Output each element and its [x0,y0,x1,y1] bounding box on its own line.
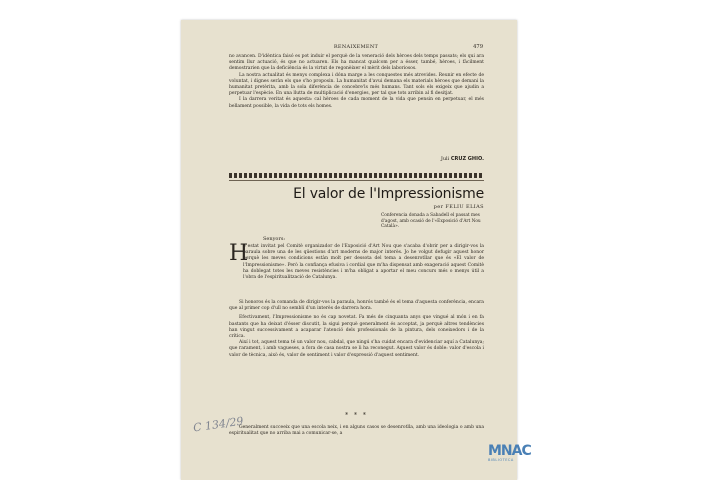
signature-first: Juli [440,156,450,162]
author-signature [229,156,484,162]
paragraph: Generalment succeeix que una escola neix, i en alguns casos se desenrotlla, amb una ideologia o amb una espiritualitat que no arriba mai a comunicar-se, a [229,425,484,437]
running-title: RENAIXEMENT [333,44,379,50]
paragraph: Així i tot, aquest tema té un valor nou, cabdal, que ningú s'ha cuidat encara d'evidenciar aquí a Catalunya; que rarament, i amb vagueses, a fora de casa nostra se li ha reconegut. Aquest valor és doble: valor d'escola i valor de tècnica, això és, valor de sentiment i valor d'expressió d'aquest sentiment. [229,340,484,358]
article-note: Conferencia donada a Sabadell el passat mes d'agost, amb ocasió de l'«Exposició d'Art Nou Català». [381,213,481,230]
article-closing-text [229,425,484,437]
article-first-paragraph [243,244,484,281]
section-break: * * * [345,412,368,419]
paragraph: I la darrera veritat és aquesta: cal hèroes de cada moment de la vida que pensin en perpetuar, el més bellament possible, la vida de tots els homes. [229,97,484,109]
article-byline: per FELIU ELIAS [433,204,484,210]
article-title: El valor de l'Impressionisme [293,186,484,202]
salutation: Senyors: [263,236,286,242]
running-header [229,44,483,54]
logo-subtitle: BIBLIOTECA [488,458,514,462]
magazine-page [181,20,517,480]
previous-article-text [229,54,484,110]
library-logo [488,444,531,462]
paragraph: no avancen. D'idèntica faisó es pot induir el perquè de la veneració dels hèroes dels temps passats; els qui ara sentim llur actuació, és que no actuaren. Els ha mancat qualcom per a ésser, també, hèroes, i fàcilment demostrarien que la deficiència és la virtut de regonèixer el mèrit dels laboriosos. [229,54,484,72]
divider-line [229,180,484,181]
signature-last: CRUZ GHIO. [450,156,484,162]
page-number: 479 [473,44,483,50]
paragraph: Si honoros és la comanda de dirigir-vos la paraula, honrós també és el tema d'aquesta conferència, encara que al primer cop d'ull no semblí d'un interès de darrera hora. [229,300,484,312]
ornamental-divider [229,173,484,178]
drop-cap: H [229,241,249,266]
paragraph: Efectivament, l'Impressionisme no és cap novetat. Fa més de cinquanta anys que vingué al món i en fa bastants que ha deixat d'ésser discutit, la sigui perquè generalment és acceptat, ja perquè altres tendències han vingut successivament a acaparar l'atenció dels professionals de la pintura, dels coneixedors i de la crítica. [229,315,484,340]
paragraph: La nostra actualitat és menys complexa i dóna marge a les conquestes més atrevides. Reunir en efecte de voluntat, i dignes seràn els que s'ho proposin. La humanitat d'avui demana els materials hèroes que demani la humanitat pretèrita, amb la sola diferència de concebre'ls més humans. Tant sols els exigeix que ajudin a perpetuar l'espècie. En una llutta de multiplicació d'energies, per tal que tots arribin al fi desitjat. [229,72,484,97]
catalog-stamp: C 134/29 [192,414,245,435]
logo-mark: MNAC [488,443,531,459]
paragraph: e estat invitat pel Comitè organizador de l'Exposició d'Art Nou que s'acaba d'obrir per a dirigir-vos la paraula sobre una de les qüestions d'art moderns de major interès. Jo he volgut defugir aquest honor perquè les meves condicions estàn molt per dessota del tema a desenrotllar que és «El valor de l'Impressionisme». Però la confiança efusiva i cordial que m'ha dispensat amb exageració aquest Comitè ha doblegat totes les meves resistències i m'ha obligat a aportar el meu concurs més o menys útil a l'obra de l'espiritualització de Catalunya. [243,244,484,281]
article-body-text [229,300,484,359]
